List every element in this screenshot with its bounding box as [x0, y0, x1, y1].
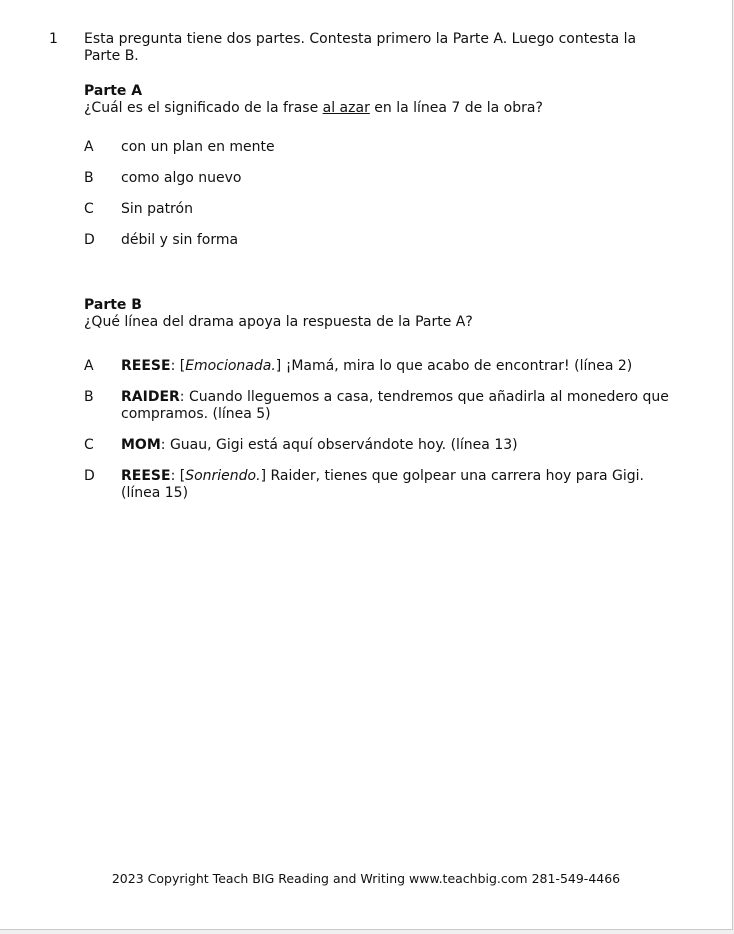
answer-option-b[interactable]: [84, 170, 669, 187]
option-text: débil y sin forma: [121, 232, 239, 248]
colon: :: [170, 358, 180, 374]
stage-direction: Sonriendo.: [185, 468, 261, 484]
copyright-footer: [0, 871, 732, 886]
part-a-options: [84, 139, 669, 249]
bracket: [: [179, 468, 186, 484]
part-b-prompt: ¿Qué línea del drama apoya la respuesta de la Parte A?: [84, 314, 473, 330]
option-letter: A: [84, 139, 94, 155]
option-letter: D: [84, 232, 95, 248]
answer-option-a[interactable]: [84, 358, 669, 375]
option-text: [121, 468, 669, 502]
part-b-title: Parte B: [84, 297, 142, 313]
option-text: [121, 358, 669, 375]
option-text: [121, 437, 669, 454]
option-letter: B: [84, 170, 94, 186]
footer-text: 2023 Copyright Teach BIG Reading and Writing www.teachbig.com 281-549-4466: [111, 871, 621, 886]
option-letter: C: [84, 437, 94, 453]
underlined-phrase: al azar: [322, 100, 370, 116]
bracket: [: [179, 358, 186, 374]
bracket: ]: [275, 358, 286, 374]
question-body: [84, 31, 669, 502]
prompt-text: en la línea 7 de la obra?: [369, 100, 543, 116]
speaker-name: REESE: [121, 468, 171, 484]
part-a-title: Parte A: [84, 83, 143, 99]
speaker-name: RAIDER: [121, 389, 180, 405]
answer-option-d[interactable]: [84, 468, 669, 502]
part-a: [84, 83, 669, 249]
answer-option-d[interactable]: [84, 232, 669, 249]
question-number: 1: [49, 31, 58, 47]
dialogue-text: Cuando lleguemos a casa, tendremos que añadirla al monedero que compramos. (línea 5): [121, 389, 669, 422]
colon: :: [160, 437, 170, 453]
bracket: ]: [260, 468, 271, 484]
part-b-options: [84, 358, 669, 502]
option-text: [121, 389, 669, 423]
dialogue-text: Guau, Gigi está aquí observándote hoy. (línea 13): [169, 437, 518, 453]
option-letter: C: [84, 201, 94, 217]
question-stem: Esta pregunta tiene dos partes. Contesta primero la Parte A. Luego contesta la Parte B.: [84, 31, 637, 64]
speaker-name: REESE: [121, 358, 171, 374]
option-letter: A: [84, 358, 94, 374]
part-a-prompt: [84, 100, 669, 117]
option-text: como algo nuevo: [121, 170, 242, 186]
option-letter: D: [84, 468, 95, 484]
answer-option-a[interactable]: [84, 139, 669, 156]
answer-option-c[interactable]: [84, 201, 669, 218]
speaker-name: MOM: [121, 437, 161, 453]
part-b: [84, 297, 669, 502]
colon: :: [179, 389, 189, 405]
option-text: Sin patrón: [121, 201, 193, 217]
stage-direction: Emocionada.: [185, 358, 276, 374]
prompt-text: ¿Cuál es el significado de la frase: [84, 100, 323, 116]
answer-option-c[interactable]: [84, 437, 669, 454]
answer-option-b[interactable]: [84, 389, 669, 423]
dialogue-text: ¡Mamá, mira lo que acabo de encontrar! (línea 2): [285, 358, 633, 374]
dialogue-text: Raider, tienes que golpear una carrera hoy para Gigi. (línea 15): [121, 468, 644, 501]
question-block: [49, 31, 669, 516]
colon: :: [170, 468, 180, 484]
option-letter: B: [84, 389, 94, 405]
option-text: con un plan en mente: [121, 139, 275, 155]
